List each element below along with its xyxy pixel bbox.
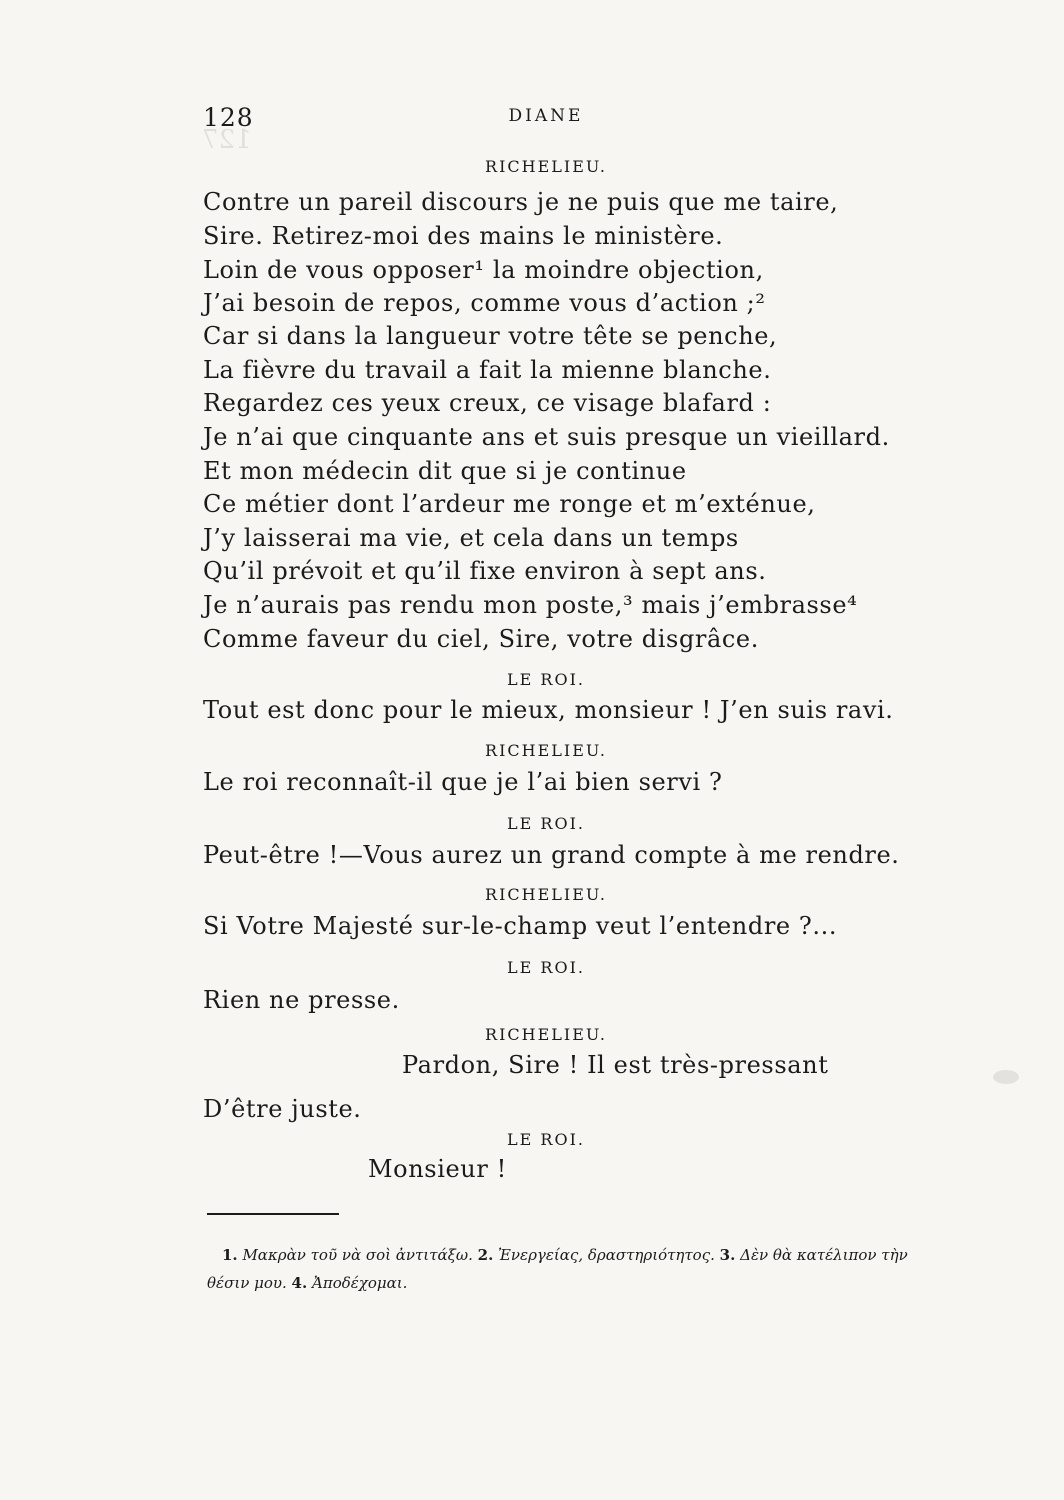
- page-number: 128: [203, 103, 254, 132]
- verse-line: Qu’il prévoit et qu’il fixe environ à sept ans.: [203, 557, 767, 585]
- verse-line: Sire. Retirez-moi des mains le ministère.: [203, 222, 724, 250]
- footnote-text: Ἀποδέχομαι.: [312, 1274, 408, 1292]
- running-title: DIANE: [508, 106, 584, 126]
- footnote-text: Ἐνεργείας, δραστηριότητος.: [498, 1246, 715, 1264]
- verse-line: Si Votre Majesté sur-le-champ veut l’entendre ?...: [203, 912, 838, 940]
- speaker-label: LE ROI.: [507, 670, 585, 689]
- footnote-text: Μακρὰν τοῦ νὰ σοὶ ἀντιτάξω.: [242, 1246, 473, 1264]
- verse-line: Et mon médecin dit que si je continue: [203, 457, 687, 485]
- footnote-line: [207, 1268, 997, 1298]
- footnote-number: 2.: [477, 1246, 494, 1264]
- speaker-label: RICHELIEU.: [485, 885, 607, 904]
- verse-line: Je n’aurais pas rendu mon poste,³ mais j’embrasse⁴: [203, 591, 858, 619]
- verse-line: Rien ne presse.: [203, 986, 400, 1014]
- footnote-text: θέσιν μου.: [207, 1274, 287, 1292]
- verse-line: Regardez ces yeux creux, ce visage blafard :: [203, 389, 772, 417]
- speaker-label: RICHELIEU.: [485, 741, 607, 760]
- verse-line: J’y laisserai ma vie, et cela dans un temps: [203, 524, 739, 552]
- page-smudge: [993, 1070, 1019, 1084]
- footnote-number: 3.: [719, 1246, 736, 1264]
- footnote-rule: [207, 1213, 339, 1215]
- verse-line: Loin de vous opposer¹ la moindre objection,: [203, 256, 764, 284]
- verse-line: Pardon, Sire ! Il est très-pressant: [402, 1051, 829, 1079]
- verse-line: D’être juste.: [203, 1095, 362, 1123]
- speaker-label: RICHELIEU.: [485, 1025, 607, 1044]
- verse-line: J’ai besoin de repos, comme vous d’action ;²: [203, 289, 766, 317]
- verse-line: Monsieur !: [368, 1155, 507, 1183]
- footnote-text: Δὲν θὰ κατέλιπον τὴν: [740, 1246, 908, 1264]
- page-header: [200, 103, 900, 133]
- verse-line: Peut-être !—Vous aurez un grand compte à me rendre.: [203, 841, 900, 869]
- footnote-number: 1.: [222, 1246, 238, 1264]
- speaker-label: LE ROI.: [507, 814, 585, 833]
- verse-line: Ce métier dont l’ardeur me ronge et m’exténue,: [203, 490, 816, 518]
- speaker-label: LE ROI.: [507, 1130, 585, 1149]
- verse-line: Car si dans la langueur votre tête se penche,: [203, 322, 778, 350]
- verse-line: Je n’ai que cinquante ans et suis presque un vieillard.: [203, 423, 890, 451]
- verse-line: Comme faveur du ciel, Sire, votre disgrâce.: [203, 625, 759, 653]
- verse-line: Le roi reconnaît-il que je l’ai bien servi ?: [203, 768, 723, 796]
- footnote-number: 4.: [291, 1274, 308, 1292]
- speaker-label: LE ROI.: [507, 958, 585, 977]
- verse-line: La fièvre du travail a fait la mienne blanche.: [203, 356, 772, 384]
- verse-line: Tout est donc pour le mieux, monsieur ! J’en suis ravi.: [203, 696, 894, 724]
- speaker-label: RICHELIEU.: [485, 157, 607, 176]
- footnote-line: [222, 1240, 1012, 1270]
- verse-line: Contre un pareil discours je ne puis que me taire,: [203, 188, 839, 216]
- show-through-page-number: 127: [202, 125, 252, 155]
